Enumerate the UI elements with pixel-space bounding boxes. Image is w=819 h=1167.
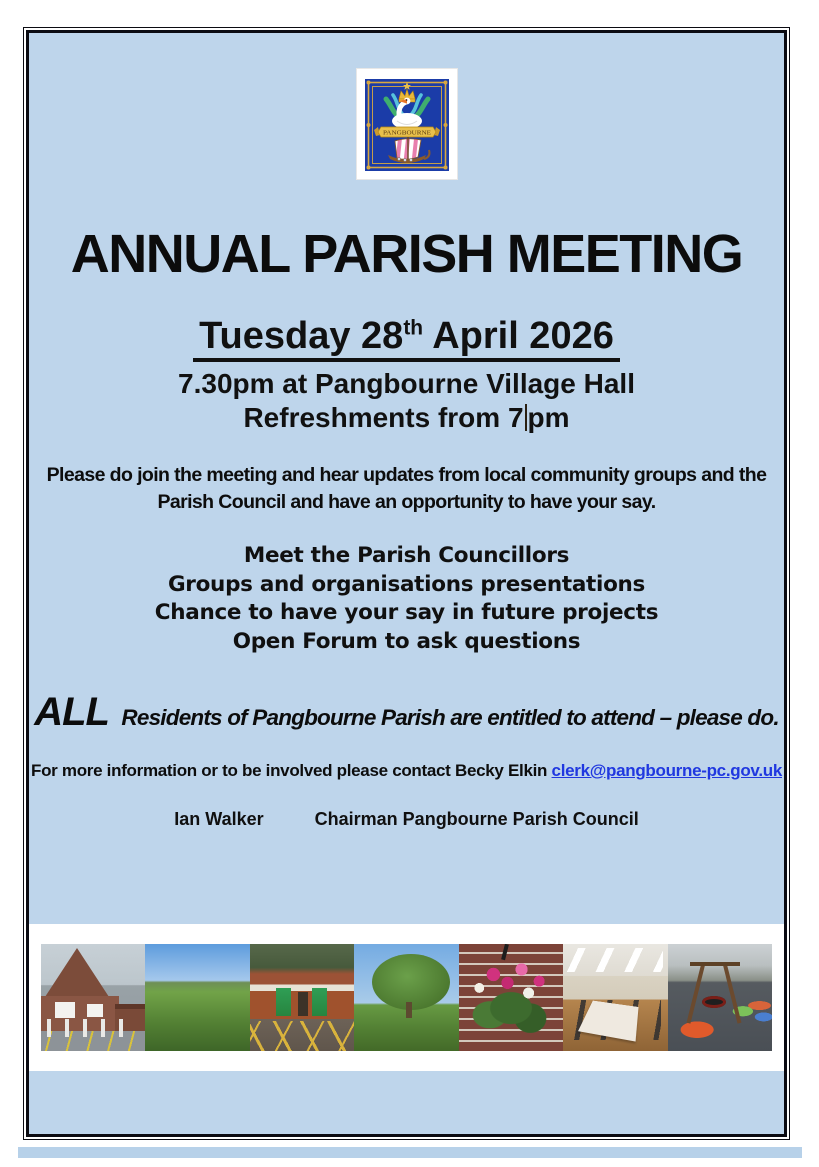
attend-text: Residents of Pangbourne Parish are entitled to attend – please do. [121, 705, 779, 730]
photo-detail-gable [43, 948, 111, 1000]
poster-content [29, 69, 784, 1137]
photo-detail-nest-swing [702, 996, 726, 1008]
photo-hanging-flower-basket [459, 944, 563, 1051]
highlight-item: Open Forum to ask questions [232, 628, 581, 654]
photo-village-hall-interior [563, 944, 667, 1051]
photo-detail-swing-bar [690, 962, 740, 966]
refreshments-line [29, 402, 784, 434]
photo-recreation-field [145, 944, 249, 1051]
date-prefix: Tuesday 28 [199, 315, 404, 357]
highlight-item: Chance to have your say in future projects [154, 600, 659, 625]
photo-detail-yellow-hatching [250, 1021, 354, 1051]
photo-strip [41, 944, 772, 1051]
refreshments-text-before: Refreshments from 7 [243, 402, 524, 433]
refreshments-text-after: pm [527, 402, 570, 433]
page-title: ANNUAL PARISH MEETING [70, 224, 743, 284]
date-suffix: April 2026 [423, 315, 614, 357]
attend-emphasis: ALL [34, 690, 109, 734]
contact-text: For more information or to be involved please contact Becky Elkin [30, 761, 552, 780]
highlight-item: Meet the Parish Councillors [243, 543, 570, 568]
photo-detail-tree-trunk [406, 1002, 412, 1018]
photo-village-hall-exterior [41, 944, 145, 1051]
poster-page [26, 30, 787, 1137]
signature-line [29, 809, 784, 830]
photo-public-toilets [250, 944, 354, 1051]
photo-large-tree [354, 944, 458, 1051]
signature-role: Chairman Pangbourne Parish Council [314, 809, 639, 829]
attend-line [29, 690, 784, 735]
date-ordinal: th [403, 316, 424, 340]
crest-banner [374, 127, 440, 137]
contact-line [29, 761, 784, 781]
photo-detail-rubber-patches [668, 980, 772, 1051]
bottom-blue-strip [18, 1147, 802, 1158]
photo-band [29, 924, 784, 1071]
intro-paragraph: Please do join the meeting and hear updates from local community groups and the Parish Council and have an opportunity to have your say. [46, 464, 767, 513]
photo-playground [668, 944, 772, 1051]
venue-line: 7.30pm at Pangbourne Village Hall [178, 368, 635, 399]
meeting-date [29, 315, 784, 358]
highlight-item: Groups and organisations presentations [167, 571, 646, 597]
crest-banner-text: PANGBOURNE [382, 130, 431, 137]
photo-detail-flowers [467, 956, 555, 1040]
text-cursor [525, 404, 527, 431]
contact-email-link[interactable]: clerk@pangbourne-pc.gov.uk [551, 761, 782, 780]
photo-detail-green-doors [250, 988, 354, 1016]
logo-container [29, 69, 784, 179]
pangbourne-crest-icon [357, 69, 457, 179]
signature-name: Ian Walker [174, 809, 264, 829]
highlights-list [29, 542, 784, 656]
crest-svg [357, 69, 457, 179]
photo-detail-bollards [47, 1019, 133, 1037]
photo-detail-ceiling-lights [567, 948, 663, 972]
